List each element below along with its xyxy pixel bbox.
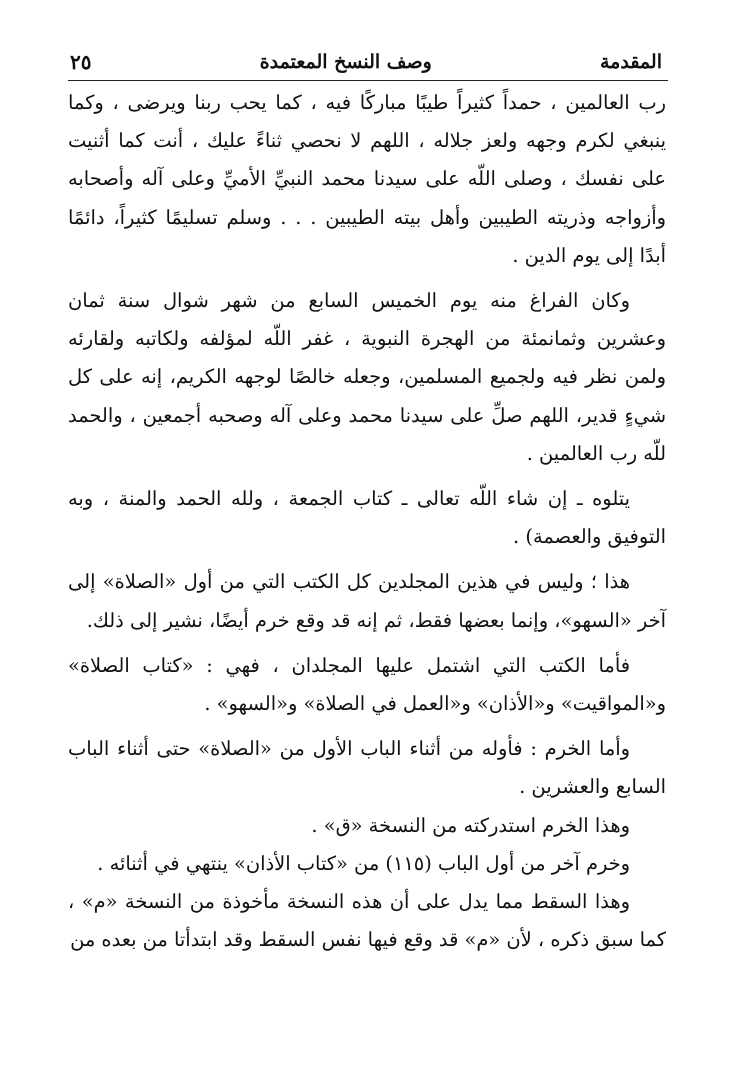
paragraph-gap-description: وأما الخرم : فأوله من أثناء الباب الأول من «الصلاة» حتى أثناء الباب السابع والعشرين . <box>68 737 666 799</box>
paragraph-contents-note: هذا ؛ وليس في هذين المجلدين كل الكتب التي من أول «الصلاة» إلى آخر «السهو»، وإنما بعضها فقط، ثم إنه قد وقع خرم أيضًا، نشير إلى ذلك. <box>68 570 666 632</box>
paragraph-manuscript-relation: وهذا السقط مما يدل على أن هذه النسخة مأخوذة من النسخة «م» ، كما سبق ذكره ، لأن «م» قد وقع فيها نفس السقط وقد ابتدأتا من بعده من <box>68 890 666 952</box>
chapter-title: وصف النسخ المعتمدة <box>259 51 432 73</box>
paragraph-gap-source: وهذا الخرم استدركته من النسخة «ق» . <box>311 813 630 837</box>
paragraph-colophon: وكان الفراغ منه يوم الخميس السابع من شهر شوال سنة ثمان وعشرين وثمانمئة من الهجرة النبوية ، غفر اللّه لمؤلفه ولكاتبه ولقارئه ولمن نظر فيه ولجميع المسلمين، وجعله خالصًا لوجهه الكريم، إنه على كل شيءٍ قدير، اللهم صلِّ على سيدنا محمد وعلى آله وصحبه أجمعين ، والحمد للّه رب العالمين . <box>68 289 666 465</box>
page-body <box>68 84 666 959</box>
running-header <box>70 44 662 80</box>
paragraph-books-list: فأما الكتب التي اشتمل عليها المجلدان ، فهي : «كتاب الصلاة» و«المواقيت» و«الأذان» و«العمل في الصلاة» و«السهو» . <box>68 653 666 716</box>
page-number: ٢٥ <box>70 50 92 74</box>
paragraph-next-book: يتلوه ـ إن شاء اللّه تعالى ـ كتاب الجمعة ، ولله الحمد والمنة ، وبه التوفيق والعصمة) . <box>68 487 666 549</box>
header-rule <box>68 80 668 81</box>
section-title: المقدمة <box>599 51 662 73</box>
paragraph-second-gap: وخرم آخر من أول الباب (١١٥) من «كتاب الأذان» ينتهي في أثنائه . <box>97 851 630 875</box>
paragraph-doxology: رب العالمين ، حمداً كثيراً طيبًا مباركًا فيه ، كما يحب ربنا ويرضى ، وكما ينبغي لكرم وجهه ولعز جلاله ، اللهم لا نحصي ثناءً عليك ، أنت كما أثنيت على نفسك ، وصلى اللّه على سيدنا محمد النبيِّ الأميِّ وعلى آله وأصحابه وأزواجه وذريته الطيبين وأهل بيته الطيبين . . . وسلم تسليمًا كثيراً، دائمًا أبدًا إلى يوم الدين . <box>68 91 666 267</box>
